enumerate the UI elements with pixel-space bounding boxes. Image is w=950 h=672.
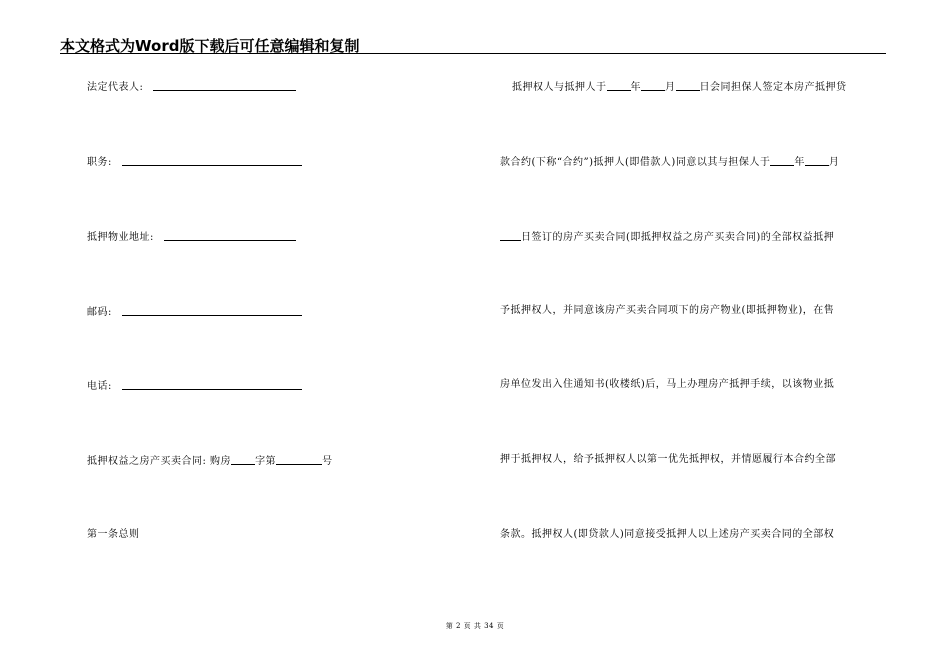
- p1-text-a: 抵押权人与抵押人于: [512, 82, 607, 93]
- sale-contract-prefix: 抵押权益之房产买卖合同: 购房: [87, 456, 232, 467]
- postal-code-blank: [122, 305, 302, 316]
- sale-contract-line: [87, 454, 333, 468]
- page-indicator: 第 2 页 共 34 页: [445, 622, 505, 630]
- legal-representative-line: [87, 80, 296, 94]
- position-line: [87, 155, 302, 169]
- sale-contract-suffix: 号: [322, 456, 333, 467]
- p3-text: 日签订的房产买卖合同(即抵押权益之房产买卖合同)的全部权益抵押: [521, 232, 835, 243]
- p2-text-a: 款合约(下称“合约”)抵押人(即借款人)同意以其与担保人于: [500, 157, 771, 168]
- p1-text-d: 日会同担保人签定本房产抵押贷: [699, 82, 847, 93]
- paragraph-line-2: [500, 155, 839, 169]
- paragraph-line-5: 房单位发出入住通知书(收楼纸)后，马上办理房产抵押手续，以该物业抵: [500, 379, 835, 390]
- paragraph-line-6: 押于抵押权人，给予抵押权人以第一优先抵押权，并情愿履行本合约全部: [500, 454, 836, 465]
- property-address-line: [87, 230, 296, 244]
- p2-month-label: 月: [828, 157, 840, 168]
- year-blank-2: [770, 155, 794, 166]
- paragraph-line-7: 条款。抵押权人(即贷款人)同意接受抵押人以上述房产买卖合同的全部权: [500, 529, 835, 540]
- p1-year-label: 年: [630, 82, 641, 93]
- phone-line: [87, 379, 302, 393]
- header-divider: [60, 53, 886, 54]
- property-address-blank: [164, 230, 296, 241]
- property-address-label: 抵押物业地址:: [87, 232, 154, 243]
- month-blank-2: [805, 155, 829, 166]
- document-header-title: 本文格式为Word版下载后可任意编辑和复制: [60, 37, 360, 55]
- paragraph-line-4: 予抵押权人，并同意该房产买卖合同项下的房产物业(即抵押物业)，在售: [500, 305, 835, 316]
- legal-representative-blank: [153, 80, 296, 91]
- sale-contract-mid: 字第: [255, 456, 277, 467]
- paragraph-line-1: [512, 80, 847, 94]
- postal-code-line: [87, 305, 302, 319]
- paragraph-line-3: [500, 230, 834, 244]
- year-blank-1: [607, 80, 631, 91]
- legal-representative-label: 法定代表人:: [87, 82, 144, 93]
- day-blank-2: [500, 230, 521, 241]
- sale-contract-word-blank: [231, 454, 255, 465]
- postal-code-label: 邮码:: [87, 307, 112, 318]
- position-label: 职务:: [87, 157, 112, 168]
- month-blank-1: [641, 80, 665, 91]
- sale-contract-number-blank: [276, 454, 322, 465]
- day-blank-1: [676, 80, 700, 91]
- phone-blank: [122, 379, 302, 390]
- article-one-heading: 第一条总则: [87, 529, 140, 540]
- p1-month-label: 月: [665, 82, 676, 93]
- position-blank: [122, 155, 302, 166]
- phone-label: 电话:: [87, 381, 112, 392]
- p2-year-label: 年: [794, 157, 805, 168]
